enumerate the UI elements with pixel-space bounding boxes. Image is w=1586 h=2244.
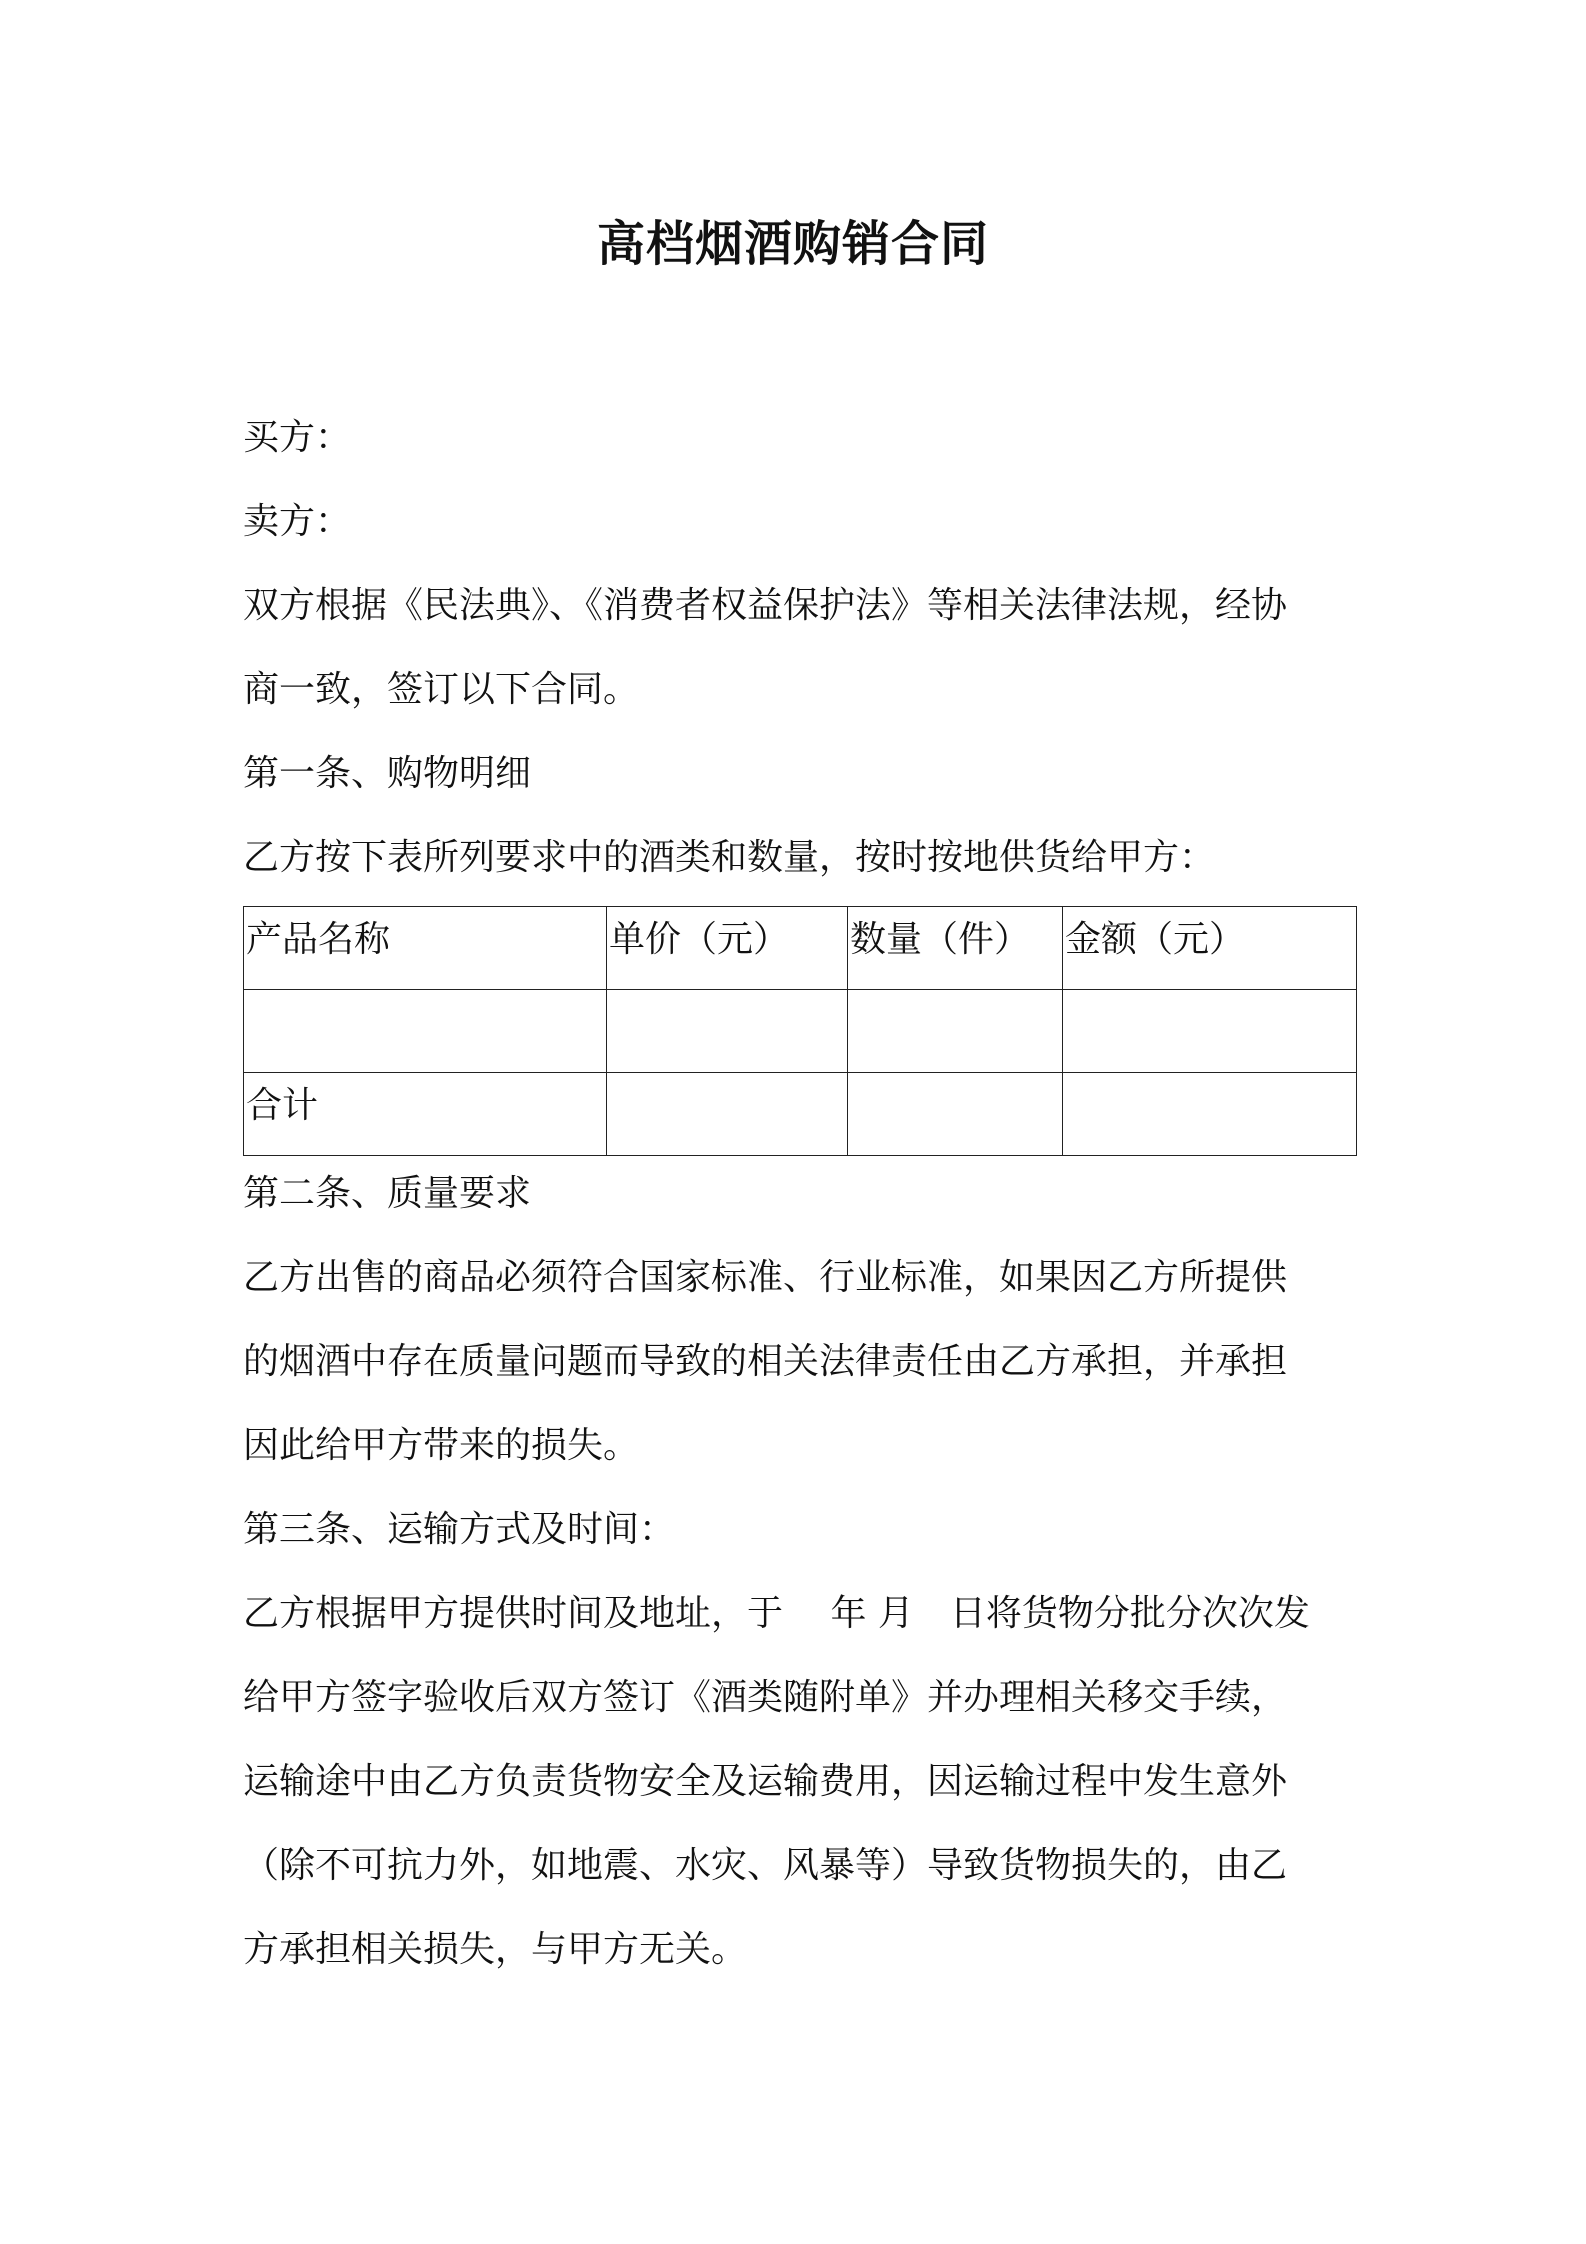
article-3-line-5: 方承担相关损失，与甲方无关。: [243, 1929, 748, 1970]
document-title: 高档烟酒购销合同: [596, 216, 989, 272]
article-2-line-1: 乙方出售的商品必须符合国家标准、行业标准，如果因乙方所提供: [243, 1257, 1288, 1298]
article-3-heading: 第三条、运输方式及时间：: [243, 1509, 676, 1550]
table-cell: [1063, 1073, 1357, 1156]
table-cell: [848, 1073, 1063, 1156]
table-total-row: [244, 1073, 1357, 1156]
header-unit-price: 单价（元）: [607, 907, 848, 990]
table-cell: [607, 990, 848, 1073]
article-1-heading: 第一条、购物明细: [243, 753, 532, 794]
header-product-name: 产品名称: [244, 907, 607, 990]
table-row: [244, 990, 1357, 1073]
buyer-label: 买方：: [243, 417, 352, 458]
article-3-line-2: 给甲方签字验收后双方签订《酒类随附单》并办理相关移交手续，: [243, 1677, 1288, 1718]
table-cell: [607, 1073, 848, 1156]
article-3-line-4: （除不可抗力外，如地震、水灾、风暴等）导致货物损失的，由乙: [243, 1845, 1288, 1886]
table-header-row: [244, 907, 1357, 990]
table-cell: [1063, 990, 1357, 1073]
header-amount: 金额（元）: [1063, 907, 1357, 990]
table-cell: [244, 990, 607, 1073]
article-2-heading: 第二条、质量要求: [243, 1173, 532, 1214]
article-2-line-2: 的烟酒中存在质量问题而导致的相关法律责任由乙方承担，并承担: [243, 1341, 1288, 1382]
article-2-line-3: 因此给甲方带来的损失。: [243, 1425, 640, 1466]
header-quantity: 数量（件）: [848, 907, 1063, 990]
preamble-line-2: 商一致，签订以下合同。: [243, 669, 640, 710]
article-1-intro: 乙方按下表所列要求中的酒类和数量，按时按地供货给甲方：: [243, 837, 1216, 878]
total-label: 合计: [244, 1073, 607, 1156]
article-3-line-3: 运输途中由乙方负责货物安全及运输费用，因运输过程中发生意外: [243, 1761, 1288, 1802]
seller-label: 卖方：: [243, 501, 352, 542]
preamble-line-1: 双方根据《民法典》、《消费者权益保护法》等相关法律法规，经协: [243, 585, 1288, 626]
table-cell: [848, 990, 1063, 1073]
article-3-line-1: 乙方根据甲方提供时间及地址，于 年 月 日将货物分批分次次发: [243, 1593, 1310, 1634]
purchase-items-table: [243, 906, 1357, 1156]
